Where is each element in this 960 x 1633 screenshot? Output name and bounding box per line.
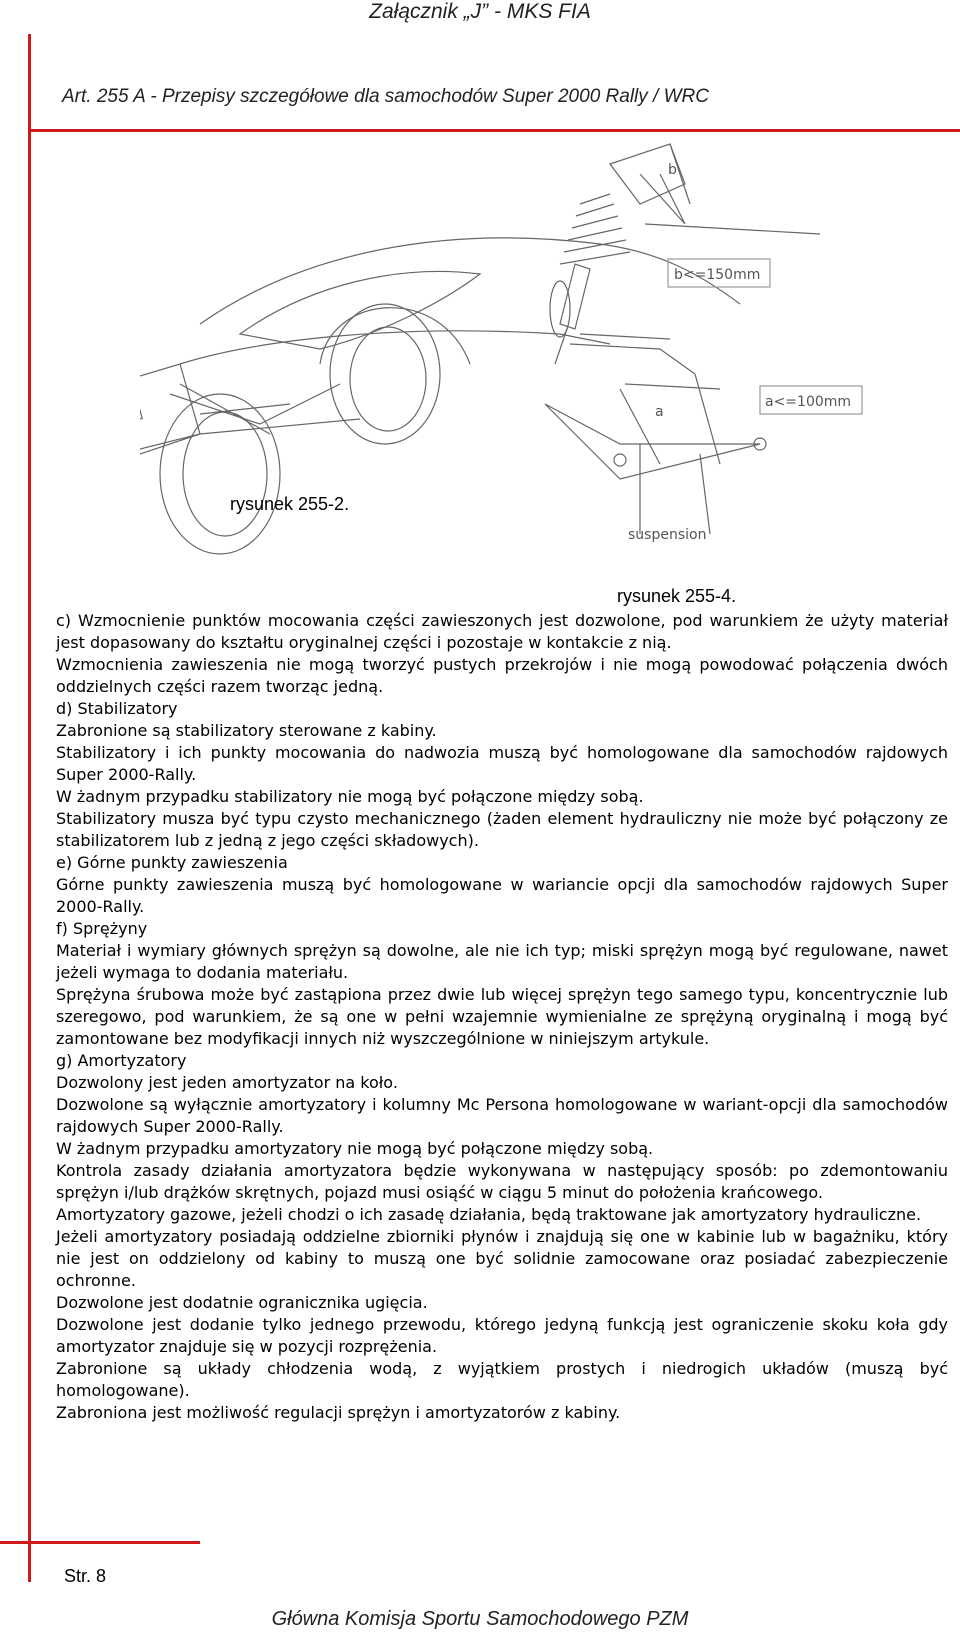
dimension-line-a [620, 374, 720, 464]
section-heading: d) Stabilizatory [56, 699, 178, 718]
suspension-tie [640, 444, 710, 534]
body-text [56, 610, 948, 1424]
letter-a: a [655, 404, 664, 420]
dimension-line-b [640, 144, 690, 224]
letter-b: b [668, 162, 677, 178]
car-tail-light [140, 397, 142, 429]
side-wheel-outer [330, 304, 440, 444]
paragraph: Zabroniona jest możliwość regulacji sprężyn i amortyzatorów z kabiny. [56, 1403, 621, 1422]
side-wheel-inner [350, 327, 426, 431]
paragraph: Amortyzatory gazowe, jeżeli chodzi o ich zasadę działania, będą traktowane jak amortyzatory hydrauliczne. [56, 1205, 922, 1224]
lower-link [570, 344, 695, 374]
label-suspension: suspension [628, 527, 707, 543]
rear-wheel-outer [160, 394, 280, 554]
lower-arm [545, 404, 760, 479]
footer-organization: Główna Komisja Sportu Samochodowego PZM [271, 1608, 689, 1630]
paragraph: c) Wzmocnienie punktów mocowania części zawieszonych jest dozwolone, pod warunkiem że użyty materiał jest dopasowany do kształtu oryginalnej części i pozostaje w kontakcie z nią. [56, 611, 948, 652]
paragraph: Stabilizatory musza być typu czysto mechanicznego (żaden element hydrauliczny nie może być połączony ze stabilizatorem lub z jedną z jego części składowych). [56, 809, 948, 850]
paragraph: Dozwolone jest dodatnie ogranicznika ugięcia. [56, 1293, 428, 1312]
lower-arm-joint-1 [614, 454, 626, 466]
paragraph: Zabronione są układy chłodzenia wodą, z wyjątkiem prostych i niedrogich układów (muszą być homologowane). [56, 1359, 948, 1400]
car-rear-panel [140, 364, 200, 464]
figure-caption-right: rysunek 255-4. [617, 586, 737, 606]
paragraph: Zabronione są stabilizatory sterowane z kabiny. [56, 721, 437, 740]
strut-body [560, 264, 590, 329]
margin-rule-vertical [28, 34, 31, 1582]
page-number: Str. 8 [64, 1566, 107, 1586]
paragraph: Jeżeli amortyzatory posiadają oddzielne zbiorniki płynów i znajdują się one w kabinie lub w bagażniku, który nie jest on oddzielony od kabiny to muszą one być solidnie zamocowane oraz posiadać zabezpieczenie ochronne. [56, 1227, 948, 1290]
paragraph: Sprężyna śrubowa może być zastąpiona przez dwie lub więcej sprężyn tego samego typu, koncentrycznie lub szeregowo, pod warunkiem, że są one w pełni wzajemnie wymienialne ze sprężyną oryginalną i mogą być zamontowane bez modyfikacji innych niż wyszczególnione w niniejszym artykule. [56, 985, 948, 1048]
figure-caption-left: rysunek 255-2. [230, 494, 350, 514]
paragraph: Wzmocnienia zawieszenia nie mogą tworzyć pustych przekrojów i nie mogą powodować połączenia dwóch oddzielnych części razem tworząc jedną. [56, 655, 948, 696]
rear-wheel-inner [183, 412, 267, 536]
section-heading: f) Sprężyny [56, 919, 148, 938]
paragraph: Dozwolone są wyłącznie amortyzatory i kolumny Mc Persona homologowane w wariant-opcji dla samochodów rajdowych Super 2000-Rally. [56, 1095, 948, 1136]
article-title: Art. 255 A - Przepisy szczegółowe dla samochodów Super 2000 Rally / WRC [62, 86, 709, 107]
paragraph: Kontrola zasady działania amortyzatora będzie wykonywana w następujący sposób: po zdemontowaniu sprężyn i/lub drążków skrętnych, pojazd musi osiąść w ciągu 5 minut do położenia krańcowego. [56, 1161, 948, 1202]
paragraph: W żadnym przypadku amortyzatory nie mogą być połączone między sobą. [56, 1139, 654, 1158]
hub [550, 281, 570, 337]
car-bumper [140, 419, 360, 464]
document-title: Załącznik „J” - MKS FIA [369, 0, 591, 23]
paragraph: W żadnym przypadku stabilizatory nie mogą być połączone między sobą. [56, 787, 644, 806]
paragraph: Materiał i wymiary głównych sprężyn są dowolne, ale nie ich typ; miski sprężyn mogą być regulowane, nawet jeżeli wymaga to dodania materiału. [56, 941, 948, 982]
paragraph: Dozwolone jest dodanie tylko jednego przewodu, którego jedyną funkcją jest ograniczenie skoku koła gdy amortyzator znajduje się w pozycji rozprężenia. [56, 1315, 948, 1356]
spring-coils [560, 194, 630, 264]
header-rule [28, 129, 960, 132]
section-heading: e) Górne punkty zawieszenia [56, 853, 288, 872]
label-a: a<=100mm [765, 394, 852, 410]
footer-rule [0, 1541, 200, 1544]
paragraph: Stabilizatory i ich punkty mocowania do nadwozia muszą być homologowane dla samochodów rajdowych Super 2000-Rally. [56, 743, 948, 784]
label-b: b<=150mm [674, 267, 761, 283]
section-heading: g) Amortyzatory [56, 1051, 187, 1070]
car-body-side [180, 331, 610, 364]
paragraph: Dozwolony jest jeden amortyzator na koło. [56, 1073, 398, 1092]
car-rear-window [240, 272, 480, 350]
paragraph: Górne punkty zawieszenia muszą być homologowane w wariancie opcji dla samochodów rajdowych Super 2000-Rally. [56, 875, 948, 916]
